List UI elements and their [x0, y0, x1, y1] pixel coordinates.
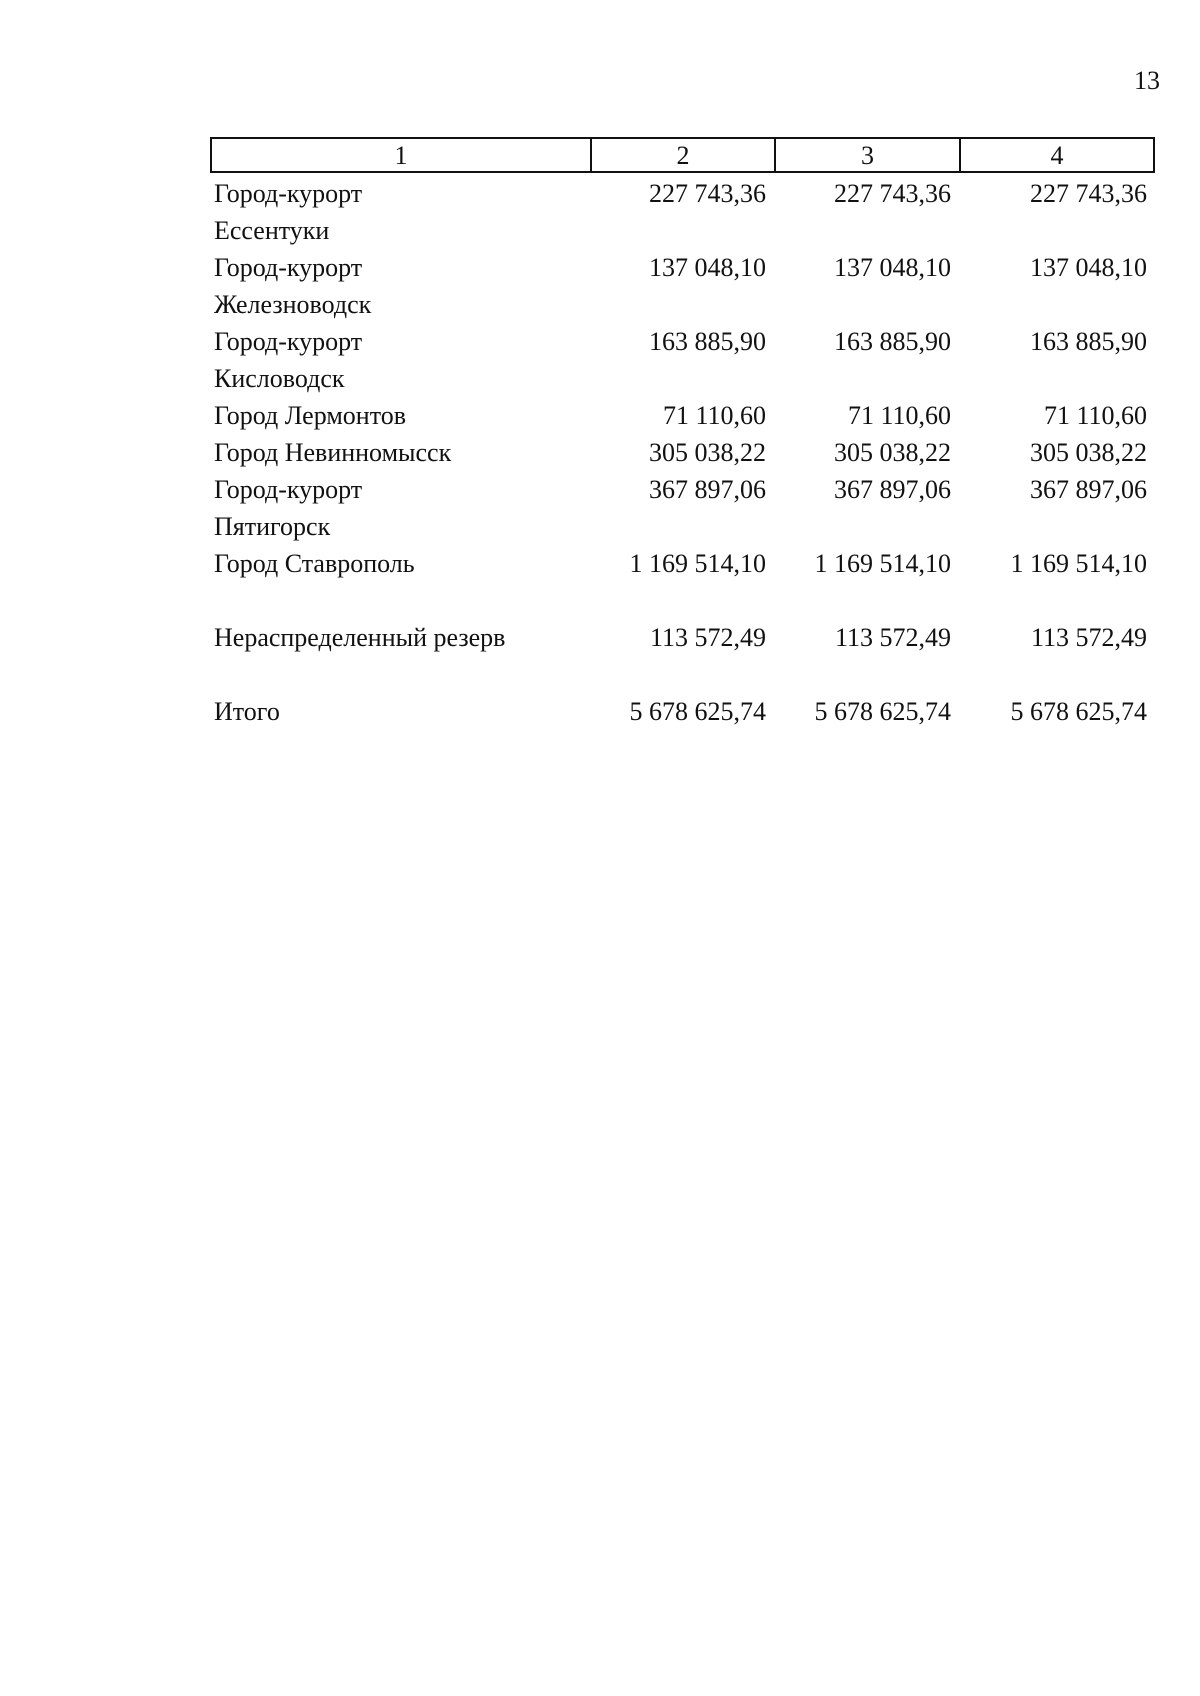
row-value-col3: 113 572,49 [834, 623, 951, 652]
table-row-total [210, 693, 1155, 730]
row-name: Город-курорт Пятигорск [214, 475, 363, 541]
row-value-col3: 163 885,90 [834, 327, 951, 356]
row-name: Город Лермонтов [214, 401, 406, 430]
row-name: Итого [214, 697, 280, 726]
row-value-col3: 227 743,36 [834, 179, 951, 208]
row-value-col4: 113 572,49 [1030, 623, 1147, 652]
table-body [210, 175, 1155, 730]
row-value-col2: 5 678 625,74 [629, 697, 766, 726]
column-header-3: 3 [774, 139, 959, 171]
row-value-col4: 163 885,90 [1030, 327, 1147, 356]
table-row-zheleznovodsk [210, 249, 1155, 323]
row-value-col4: 5 678 625,74 [1010, 697, 1147, 726]
row-value-col2: 227 743,36 [649, 179, 766, 208]
column-header-1: 1 [394, 141, 408, 170]
table-row-pyatigorsk [210, 471, 1155, 545]
row-value-col2: 163 885,90 [649, 327, 766, 356]
row-value-col4: 227 743,36 [1030, 179, 1147, 208]
table-row-essentuki [210, 175, 1155, 249]
row-value-col3: 367 897,06 [834, 475, 951, 504]
column-header-4: 4 [959, 139, 1153, 171]
row-value-col2: 137 048,10 [649, 253, 766, 282]
row-spacer [210, 582, 1155, 619]
row-value-col3: 5 678 625,74 [814, 697, 951, 726]
column-header-2: 2 [590, 139, 774, 171]
row-name: Город-курорт Железноводск [214, 253, 372, 319]
row-name: Нераспределенный резерв [214, 623, 506, 652]
row-value-col4: 1 169 514,10 [1010, 549, 1147, 578]
table-row-nevinnomyssk [210, 434, 1155, 471]
row-name: Город Ставрополь [214, 549, 415, 578]
table-row-lermontov [210, 397, 1155, 434]
row-value-col3: 1 169 514,10 [814, 549, 951, 578]
row-spacer [210, 656, 1155, 693]
table-header-row [210, 137, 1155, 173]
row-value-col4: 367 897,06 [1030, 475, 1147, 504]
row-value-col3: 71 110,60 [847, 401, 951, 430]
row-value-col3: 137 048,10 [834, 253, 951, 282]
row-value-col4: 305 038,22 [1030, 438, 1147, 467]
row-value-col2: 113 572,49 [649, 623, 766, 652]
row-value-col2: 1 169 514,10 [629, 549, 766, 578]
row-value-col4: 137 048,10 [1030, 253, 1147, 282]
row-value-col2: 367 897,06 [649, 475, 766, 504]
page-number: 13 [1134, 66, 1160, 95]
table-row-kislovodsk [210, 323, 1155, 397]
row-value-col3: 305 038,22 [834, 438, 951, 467]
row-name: Город Невинномысск [214, 438, 452, 467]
budget-table [210, 137, 1155, 730]
row-value-col4: 71 110,60 [1043, 401, 1147, 430]
row-name: Город-курорт Кисловодск [214, 327, 363, 393]
row-value-col2: 305 038,22 [649, 438, 766, 467]
row-value-col2: 71 110,60 [662, 401, 766, 430]
table-row-reserve [210, 619, 1155, 656]
table-row-stavropol [210, 545, 1155, 582]
row-name: Город-курорт Ессентуки [214, 179, 363, 245]
